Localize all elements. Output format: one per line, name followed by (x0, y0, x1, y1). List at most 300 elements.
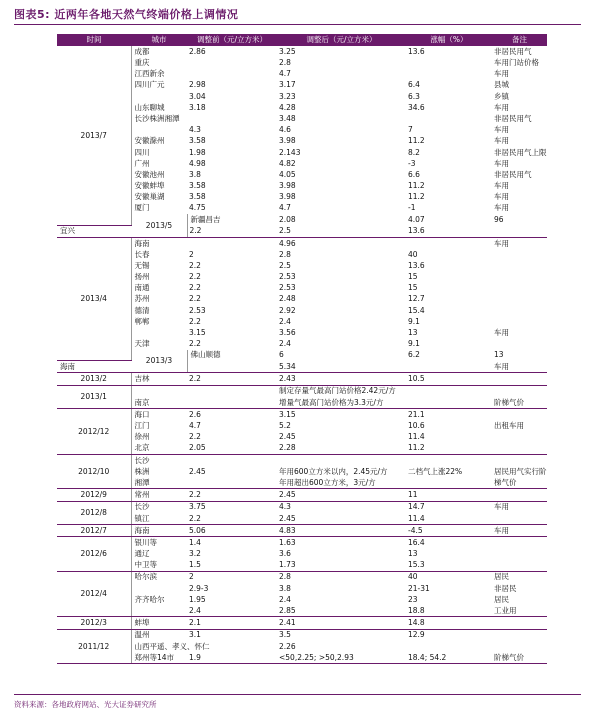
table-body (57, 46, 547, 664)
cell-change: 16.4 (408, 537, 425, 547)
cell-change: 15 (408, 283, 418, 293)
cell-change: 11.2 (408, 192, 425, 202)
cell-after: 4.3 (279, 502, 291, 512)
table-row (57, 583, 547, 594)
cell-after: 3.48 (279, 113, 296, 123)
cell-city (131, 583, 187, 594)
cell-after: 1.63 (279, 537, 296, 547)
cell-change: 8.2 (408, 147, 420, 157)
cell-before: 3.8 (189, 169, 201, 179)
table-row (57, 180, 547, 191)
cell-before (187, 454, 277, 466)
cell-after: 2.53 (279, 272, 296, 282)
cell-change: 7 (408, 125, 413, 135)
cell-before: 2.6 (189, 409, 201, 419)
cell-city: 郑州等14市 (131, 652, 187, 664)
table-row (57, 454, 547, 466)
cell-after: 3.6 (279, 549, 291, 559)
cell-change: 23 (408, 594, 418, 604)
cell-note: 阶梯气价 (492, 652, 547, 664)
table-row (57, 249, 547, 260)
cell-change (406, 385, 492, 397)
cell-before (187, 237, 277, 249)
cell-note (492, 409, 547, 421)
cell-note: 非居民用气 (494, 169, 532, 179)
cell-before: 2.05 (187, 443, 277, 455)
table-row (57, 548, 547, 559)
table-row (57, 501, 547, 513)
cell-before: 2.53 (189, 305, 206, 315)
figure-title: 图表5: 近两年各地天然气终端价格上调情况 (14, 8, 239, 21)
table-row (57, 420, 547, 431)
table-row (57, 124, 547, 135)
table-row (57, 214, 547, 225)
cell-before: 2.2 (189, 272, 201, 282)
cell-before: 2.1 (187, 617, 277, 629)
cell-before: 3.18 (189, 102, 206, 112)
table-row (57, 305, 547, 316)
cell-note (492, 454, 547, 466)
cell-after: 2.5 (279, 260, 291, 270)
table-row (57, 605, 547, 617)
cell-note (492, 260, 547, 271)
cell-before: 3.1 (189, 630, 201, 640)
cell-city (131, 385, 187, 397)
table-row (57, 80, 547, 91)
cell-time: 2012/10 (57, 454, 131, 489)
cell-city: 长沙 (134, 502, 150, 512)
cell-after: 3.15 (279, 409, 296, 419)
cell-time: 2013/7 (57, 46, 131, 225)
cell-city: 安徽滁州 (134, 136, 165, 146)
cell-before: 2.4 (187, 605, 277, 617)
table-row (57, 373, 547, 385)
cell-change (406, 397, 492, 409)
cell-city: 中卫等 (131, 559, 187, 571)
cell-after: 2.92 (279, 305, 296, 315)
cell-note (492, 338, 547, 349)
col-header-before: 调整前（元/立方米） (187, 34, 277, 46)
cell-note (492, 431, 547, 442)
table-row (57, 147, 547, 158)
cell-after: 2.45 (277, 513, 406, 525)
col-header-change: 涨幅（%） (406, 34, 492, 46)
cell-before: 3.04 (189, 91, 206, 101)
cell-city: 四川 (134, 147, 150, 157)
table-row (57, 225, 547, 237)
cell-city: 佛山顺德 (190, 350, 221, 360)
cell-change: 10.6 (408, 421, 425, 431)
cell-after: 3.98 (279, 192, 296, 202)
cell-change: -3 (408, 158, 416, 168)
cell-before: 1.9 (187, 652, 277, 664)
cell-change: 11.2 (406, 443, 492, 455)
cell-change: 9.1 (408, 316, 420, 326)
cell-before (187, 361, 277, 373)
cell-note (492, 629, 547, 641)
cell-note: 居民 (494, 572, 509, 582)
cell-after: 2.8 (279, 572, 291, 582)
cell-note (492, 373, 547, 385)
cell-change: 10.5 (406, 373, 492, 385)
table-row (57, 617, 547, 629)
cell-change: 6.6 (408, 169, 420, 179)
table-row (57, 68, 547, 79)
cell-time: 2012/3 (57, 617, 131, 629)
cell-note: 车用 (494, 136, 509, 146)
cell-time: 2013/5 (131, 214, 187, 237)
cell-change: 6.4 (408, 80, 420, 90)
cell-after: 4.96 (279, 238, 296, 248)
cell-after: 5.2 (279, 421, 291, 431)
cell-change (406, 361, 492, 373)
cell-city: 郸郸 (134, 316, 150, 326)
cell-before: 2.2 (189, 260, 201, 270)
cell-before: 1.98 (189, 147, 206, 157)
cell-note (492, 617, 547, 629)
cell-after: 4.28 (279, 102, 296, 112)
cell-change: -4.5 (406, 524, 492, 536)
cell-city: 无锡 (134, 260, 150, 270)
table-header-row (57, 34, 547, 46)
cell-before: 2.2 (189, 316, 201, 326)
cell-change: 13.6 (406, 225, 492, 237)
cell-city (131, 91, 187, 102)
table-row (57, 443, 547, 455)
cell-after: 4.6 (279, 125, 291, 135)
cell-city: 山东聊城 (134, 102, 165, 112)
cell-city: 宜兴 (57, 225, 131, 237)
table-row (57, 260, 547, 271)
cell-after: 2.4 (279, 339, 291, 349)
cell-before: 2 (189, 249, 194, 259)
cell-after: 2.4 (279, 316, 291, 326)
cell-before: 3.58 (189, 192, 206, 202)
cell-before: 4.75 (189, 203, 206, 213)
cell-change: 6.3 (408, 91, 420, 101)
table-row (57, 524, 547, 536)
cell-city: 海南 (134, 238, 150, 248)
table-row (57, 46, 547, 57)
cell-change: 13.6 (408, 46, 425, 56)
table-row (57, 594, 547, 605)
table-row (57, 169, 547, 180)
cell-after: 2.45 (277, 489, 406, 501)
table-row (57, 294, 547, 305)
cell-change (406, 113, 492, 124)
cell-city: 长春 (134, 249, 150, 259)
cell-city: 长沙株洲湘潭 (134, 113, 180, 123)
cell-change: 13 (408, 328, 418, 338)
cell-before: 4.98 (189, 158, 206, 168)
cell-city: 长沙 (134, 455, 150, 465)
table-row (57, 338, 547, 349)
cell-note: 车用 (494, 125, 509, 135)
cell-after: <50,2.25; >50,2.93 (277, 652, 406, 664)
cell-note (492, 559, 547, 571)
cell-after: 2.45 (279, 432, 296, 442)
cell-time: 2012/7 (57, 524, 131, 536)
cell-before: 2.2 (189, 283, 201, 293)
table-row (57, 327, 547, 338)
cell-note: 非居民用气上限 (494, 147, 547, 157)
cell-time: 2012/8 (57, 501, 131, 524)
table-row (57, 102, 547, 113)
table-row (57, 361, 547, 373)
cell-change (406, 68, 492, 79)
cell-note (492, 271, 547, 282)
cell-change: 11.2 (408, 181, 425, 191)
cell-change: 21.1 (408, 409, 425, 419)
cell-city: 安徽蚌埠 (134, 181, 165, 191)
cell-city: 北京 (131, 443, 187, 455)
cell-city: 山西平遥、孝义、怀仁 (134, 641, 210, 651)
cell-change: 11.2 (408, 136, 425, 146)
table-row (57, 350, 547, 361)
cell-change: 11.4 (408, 432, 425, 442)
table-row (57, 113, 547, 124)
table-row (57, 559, 547, 571)
cell-after: 3.17 (279, 80, 296, 90)
cell-before: 4.3 (189, 125, 201, 135)
cell-change (406, 454, 492, 466)
cell-before: 2.86 (189, 46, 206, 56)
cell-change: 12.7 (408, 294, 425, 304)
cell-after: 制定存量气最高门站价格2.42元/方 (279, 386, 396, 396)
cell-note: 车用 (494, 102, 509, 112)
cell-before (187, 385, 277, 397)
cell-city: 安徽池州 (134, 169, 165, 179)
table-row (57, 537, 547, 549)
cell-note: 出租车用 (494, 421, 524, 431)
price-adjustment-table (57, 34, 547, 664)
cell-time: 2011/12 (57, 629, 131, 664)
cell-change: 21-31 (408, 583, 430, 593)
cell-after: 4.7 (279, 203, 291, 213)
cell-before: 1.5 (187, 559, 277, 571)
cell-change: 14.8 (406, 617, 492, 629)
cell-after: 3.23 (279, 91, 296, 101)
cell-city: 镇江 (131, 513, 187, 525)
cell-city (131, 327, 187, 338)
cell-note: 车用 (492, 524, 547, 536)
cell-change: 34.6 (408, 102, 425, 112)
cell-before (187, 68, 277, 79)
cell-city: 海南 (57, 361, 131, 373)
cell-before: 2.2 (189, 432, 201, 442)
col-header-after: 调整后（元/立方米） (277, 34, 406, 46)
cell-after: 4.05 (279, 169, 296, 179)
cell-change: 40 (408, 249, 418, 259)
cell-before (187, 477, 277, 489)
cell-before: 3.15 (189, 328, 206, 338)
cell-city: 广州 (134, 158, 150, 168)
cell-city: 厦门 (134, 203, 150, 213)
cell-city: 南京 (131, 397, 187, 409)
cell-change: 40 (408, 572, 418, 582)
col-header-note: 备注 (492, 34, 547, 46)
cell-before: 5.06 (187, 524, 277, 536)
cell-after: 2.28 (277, 443, 406, 455)
cell-city: 德清 (134, 305, 150, 315)
source-note: 资料来源：各地政府网站、光大证券研究所 (14, 700, 157, 709)
cell-before: 4.7 (189, 421, 201, 431)
table-row (57, 237, 547, 249)
cell-before: 2.2 (187, 489, 277, 501)
cell-after: 2.143 (279, 147, 301, 157)
cell-city: 重庆 (134, 58, 150, 68)
table-row (57, 91, 547, 102)
cell-time: 2012/9 (57, 489, 131, 501)
table-row (57, 316, 547, 327)
cell-after: 2.26 (279, 641, 296, 651)
cell-city: 江西新余 (134, 69, 165, 79)
cell-note: 工业用 (492, 605, 547, 617)
cell-after: 4.7 (279, 69, 291, 79)
cell-before: 6 (279, 350, 284, 360)
cell-change (406, 237, 492, 249)
cell-city: 四川广元 (134, 80, 165, 90)
table-row (57, 282, 547, 293)
cell-note: 居民 (494, 594, 509, 604)
cell-note: 县城 (494, 80, 509, 90)
cell-before: 1.95 (189, 594, 206, 604)
cell-after: 2.4 (279, 594, 291, 604)
table-row (57, 191, 547, 202)
cell-change: 9.1 (408, 339, 420, 349)
cell-time: 2012/4 (57, 571, 131, 617)
cell-before (187, 57, 277, 68)
cell-change: 96 (494, 214, 504, 224)
cell-time: 2013/2 (57, 373, 131, 385)
cell-before (187, 113, 277, 124)
cell-after: 2.41 (277, 617, 406, 629)
table-row (57, 466, 547, 477)
cell-after: 4.82 (279, 158, 296, 168)
cell-before: 2.98 (189, 80, 206, 90)
table-row (57, 629, 547, 641)
cell-change: 12.9 (408, 630, 425, 640)
cell-after: 3.56 (279, 328, 296, 338)
cell-time: 2013/4 (57, 237, 131, 361)
title-divider (14, 24, 581, 25)
cell-change: 15 (408, 272, 418, 282)
cell-note (492, 282, 547, 293)
cell-change: 13.6 (408, 260, 425, 270)
cell-after: 3.25 (279, 46, 296, 56)
cell-change: 15.3 (406, 559, 492, 571)
cell-note: 车用 (494, 158, 509, 168)
cell-city: 海口 (134, 409, 150, 419)
cell-city: 徐州 (134, 432, 150, 442)
cell-change: 14.7 (408, 502, 425, 512)
cell-before: 2.2 (187, 373, 277, 385)
cell-note: 车用门站价格 (494, 58, 539, 68)
cell-before: 2.2 (187, 225, 277, 237)
cell-note (492, 225, 547, 237)
cell-city (131, 605, 187, 617)
cell-time: 2013/3 (131, 350, 187, 373)
table-row (57, 397, 547, 409)
cell-city: 齐齐哈尔 (134, 594, 165, 604)
cell-after: 4.83 (277, 524, 406, 536)
cell-after: 5.34 (277, 361, 406, 373)
cell-change: 15.4 (408, 305, 425, 315)
cell-city: 安徽巢湖 (134, 192, 165, 202)
cell-after: 6.2 (408, 350, 420, 360)
cell-change: 18.4; 54.2 (406, 652, 492, 664)
cell-after: 年用超出600立方米，3元/方 (277, 477, 406, 489)
table-row (57, 203, 547, 214)
table-row (57, 477, 547, 489)
cell-after: 2.8 (279, 58, 291, 68)
cell-time: 2012/6 (57, 537, 131, 572)
cell-city: 通辽 (134, 549, 150, 559)
cell-before: 2.2 (189, 339, 201, 349)
cell-note (492, 548, 547, 559)
cell-change: 二档气上涨22% (408, 466, 463, 476)
cell-city: 扬州 (134, 272, 150, 282)
cell-time: 2013/1 (57, 385, 131, 408)
table-row (57, 571, 547, 583)
cell-city: 株洲 (134, 466, 150, 476)
cell-note: 车用 (494, 502, 509, 512)
col-header-city: 城市 (131, 34, 187, 46)
cell-note: 车用 (494, 192, 509, 202)
cell-note: 车用 (494, 238, 509, 248)
table-row (57, 136, 547, 147)
cell-change: 13 (494, 350, 504, 360)
cell-change (406, 57, 492, 68)
cell-city: 银川等 (134, 537, 157, 547)
cell-city: 天津 (134, 339, 150, 349)
cell-city: 海南 (131, 524, 187, 536)
cell-after (277, 454, 406, 466)
cell-after: 3.8 (279, 583, 291, 593)
cell-note (492, 305, 547, 316)
cell-after: 4.07 (408, 214, 425, 224)
cell-change: -1 (408, 203, 416, 213)
cell-before: 2.9-3 (189, 583, 209, 593)
cell-before: 2.2 (189, 294, 201, 304)
cell-change: 11 (406, 489, 492, 501)
cell-note (492, 249, 547, 260)
cell-before: 3.58 (189, 181, 206, 191)
table-row (57, 431, 547, 442)
cell-after: 3.5 (279, 630, 291, 640)
cell-before: 3.58 (189, 136, 206, 146)
cell-city: 温州 (134, 630, 150, 640)
cell-note (492, 641, 547, 652)
cell-change: 11.4 (406, 513, 492, 525)
cell-note (492, 489, 547, 501)
cell-city: 哈尔滨 (134, 572, 157, 582)
col-header-time: 时间 (57, 34, 131, 46)
cell-city: 成都 (134, 46, 150, 56)
cell-before (187, 397, 277, 409)
cell-before: 1.4 (189, 537, 201, 547)
cell-time: 2012/12 (57, 409, 131, 455)
table-row (57, 652, 547, 664)
table-row (57, 409, 547, 421)
cell-after: 2.48 (279, 294, 296, 304)
table-row (57, 641, 547, 652)
cell-note: 非居民用气 (494, 113, 532, 123)
cell-before: 3.2 (189, 549, 201, 559)
table-row (57, 158, 547, 169)
cell-note: 非居民 (494, 583, 517, 593)
cell-note: 居民用气实行阶 (494, 466, 547, 476)
